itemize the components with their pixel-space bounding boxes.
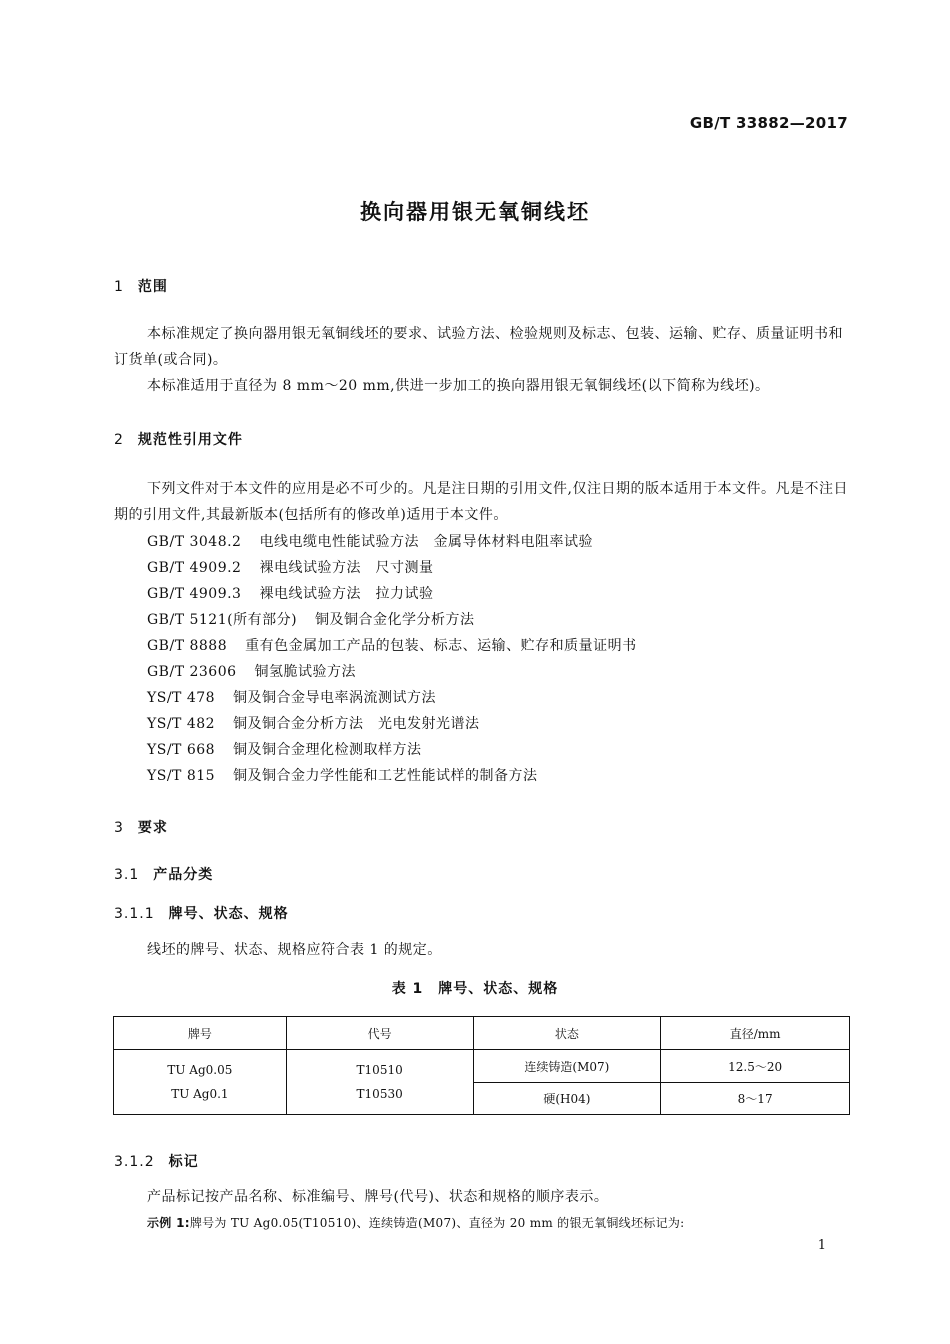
section-2-intro: 下列文件对于本文件的应用是必不可少的。凡是注日期的引用文件,仅注日期的版本适用于本文件。凡是不注日期的引用文件,其最新版本(包括所有的修改单)适用于本文件。 [114,481,848,523]
section-3-1-1-heading [114,903,289,923]
reference-code: YS/T 815 [147,768,216,784]
section-title: 产品分类 [153,867,214,883]
reference-item [147,687,436,707]
reference-title: 裸电线试验方法 尺寸测量 [259,560,434,576]
reference-title: 铜及铜合金分析方法 光电发射光谱法 [233,716,480,732]
section-3-heading [114,817,168,837]
section-3-1-1-text: 线坯的牌号、状态、规格应符合表 1 的规定。 [147,942,442,958]
spec-table [113,1016,850,1115]
reference-item [147,609,475,629]
section-title: 要求 [137,820,168,836]
table-header-cell: 牌号 [114,1017,287,1050]
reference-item [147,583,433,603]
section-number: 3.1 [114,867,140,883]
reference-code: GB/T 23606 [147,664,237,680]
reference-title: 铜及铜合金导电率涡流测试方法 [233,690,437,706]
reference-code: GB/T 3048.2 [147,534,242,550]
reference-item [147,635,637,655]
reference-item [147,661,356,681]
section-1-paragraph: 本标准规定了换向器用银无氧铜线坯的要求、试验方法、检验规则及标志、包装、运输、贮存、质量证明书和订货单(或合同)。 [114,326,843,368]
table-row [114,1050,850,1083]
section-3-1-2-text: 产品标记按产品名称、标准编号、牌号(代号)、状态和规格的顺序表示。 [147,1189,609,1205]
table-header-cell: 状态 [473,1017,661,1050]
code-cell [286,1050,473,1115]
section-title: 规范性引用文件 [137,432,243,448]
grade-value: TU Ag0.1 [171,1087,229,1101]
reference-title: 电线电缆电性能试验方法 金属导体材料电阻率试验 [259,534,593,550]
reference-code: YS/T 482 [147,716,216,732]
reference-code: GB/T 8888 [147,638,228,654]
reference-item [147,713,480,733]
reference-title: 铜氢脆试验方法 [254,664,357,680]
section-title: 范围 [137,279,168,295]
section-number: 1 [114,279,124,295]
section-3-1-2-heading [114,1151,199,1171]
reference-item [147,739,422,759]
example-text: 牌号为 TU Ag0.05(T10510)、连续铸造(M07)、直径为 20 mm 的银无氧铜线坯标记为: [189,1216,685,1230]
example-label: 示例 1: [147,1216,190,1230]
standard-code: GB/T 33882—2017 [689,114,848,132]
section-2-heading [114,429,243,449]
section-title: 牌号、状态、规格 [168,906,289,922]
grade-cell [114,1050,287,1115]
reference-title: 裸电线试验方法 拉力试验 [259,586,434,602]
state-cell: 连续铸造(M07) [473,1050,661,1083]
reference-title: 重有色金属加工产品的包装、标志、运输、贮存和质量证明书 [245,638,637,654]
reference-item [147,765,538,785]
grade-value: TU Ag0.05 [167,1063,233,1077]
document-title: 换向器用银无氧铜线坯 [360,200,590,224]
reference-title: 铜及铜合金力学性能和工艺性能试样的制备方法 [233,768,538,784]
code-value: T10510 [356,1063,403,1077]
table-header-cell: 代号 [286,1017,473,1050]
section-number: 3.1.1 [114,906,155,922]
section-title: 标记 [168,1154,199,1170]
reference-title: 铜及铜合金化学分析方法 [315,612,475,628]
section-number: 3 [114,820,124,836]
reference-code: GB/T 5121(所有部分) [147,612,298,628]
table-header-cell: 直径/mm [661,1017,850,1050]
section-1-heading [114,276,168,296]
section-3-1-heading [114,864,213,884]
page-number: 1 [817,1238,826,1253]
diameter-cell: 8～17 [661,1083,850,1115]
example-line [147,1214,685,1231]
code-value: T10530 [356,1087,403,1101]
reference-code: GB/T 4909.2 [147,560,242,576]
section-1-paragraph: 本标准适用于直径为 8 mm～20 mm,供进一步加工的换向器用银无氧铜线坯(以下简称为线坯)。 [147,378,770,394]
reference-code: YS/T 478 [147,690,216,706]
table-header-row [114,1017,850,1050]
reference-code: GB/T 4909.3 [147,586,242,602]
diameter-cell: 12.5～20 [661,1050,850,1083]
state-cell: 硬(H04) [473,1083,661,1115]
section-number: 2 [114,432,124,448]
reference-title: 铜及铜合金理化检测取样方法 [233,742,422,758]
reference-item [147,531,593,551]
reference-code: YS/T 668 [147,742,216,758]
section-number: 3.1.2 [114,1154,155,1170]
table-caption: 表 1 牌号、状态、规格 [391,981,559,997]
reference-item [147,557,433,577]
